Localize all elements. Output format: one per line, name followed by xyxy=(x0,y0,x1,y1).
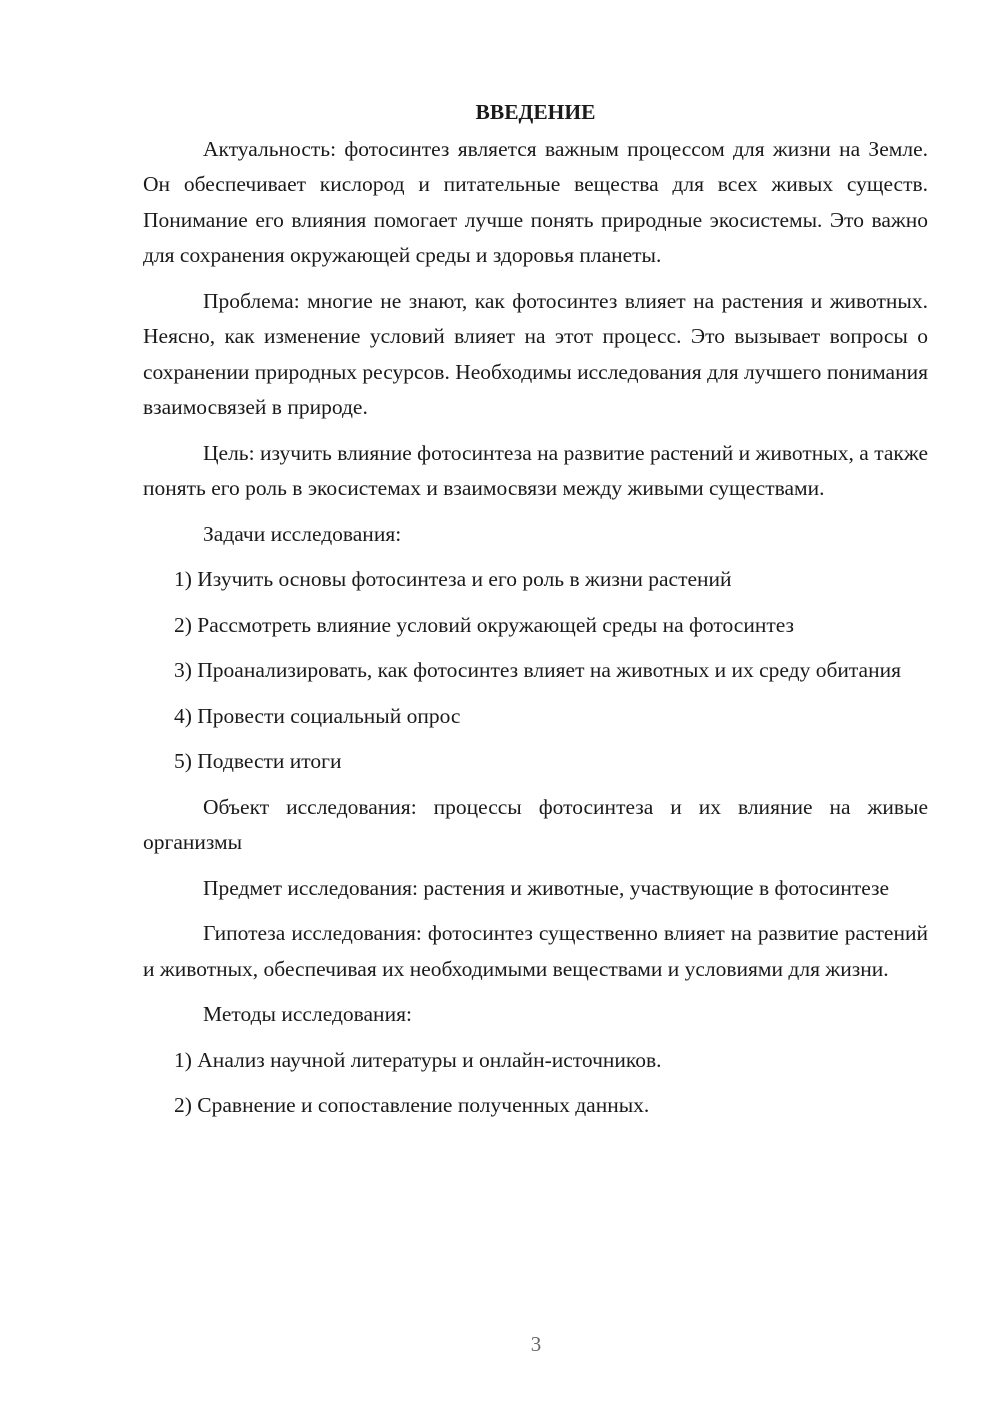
paragraph-goal: Цель: изучить влияние фотосинтеза на развитие растений и животных, а также понять его роль в экосистемах и взаимосвязи между живыми существами. xyxy=(143,440,928,500)
paragraph-relevance: Актуальность: фотосинтез является важным процессом для жизни на Земле. Он обеспечивает кислород и питательные вещества для всех живых существ. Понимание его влияния помогает лучше понять природные экосистемы. Это важно для сохранения окружающей среды и здоровья планеты. xyxy=(143,136,928,267)
section-heading: ВВЕДЕНИЕ xyxy=(475,100,596,124)
task-item-4: 4) Провести социальный опрос xyxy=(174,703,461,728)
paragraph-subject: Предмет исследования: растения и животные, участвующие в фотосинтезе xyxy=(203,875,890,900)
paragraph-problem: Проблема: многие не знают, как фотосинтез влияет на растения и животных. Неясно, как изменение условий влияет на этот процесс. Это вызывает вопросы о сохранении природных ресурсов. Необходимы исследования для лучшего понимания взаимосвязей в природе. xyxy=(143,288,928,419)
paragraph-object: Объект исследования: процессы фотосинтеза и их влияние на живые организмы xyxy=(143,794,928,854)
method-item-1: 1) Анализ научной литературы и онлайн-источников. xyxy=(174,1047,662,1072)
page-content xyxy=(143,95,928,1134)
task-item-5: 5) Подвести итоги xyxy=(174,749,342,773)
methods-heading: Методы исследования: xyxy=(203,1002,412,1026)
tasks-heading: Задачи исследования: xyxy=(203,521,402,546)
paragraph-hypothesis: Гипотеза исследования: фотосинтез существенно влияет на развитие растений и животных, обеспечивая их необходимыми веществами и условиями для жизни. xyxy=(143,921,928,981)
task-item-3: 3) Проанализировать, как фотосинтез влияет на животных и их среду обитания xyxy=(174,658,901,682)
page-number: 3 xyxy=(530,1332,542,1356)
task-item-2: 2) Рассмотреть влияние условий окружающей среды на фотосинтез xyxy=(174,612,795,637)
task-item-1: 1) Изучить основы фотосинтеза и его роль в жизни растений xyxy=(174,567,732,591)
method-item-2: 2) Сравнение и сопоставление полученных данных. xyxy=(174,1093,650,1117)
